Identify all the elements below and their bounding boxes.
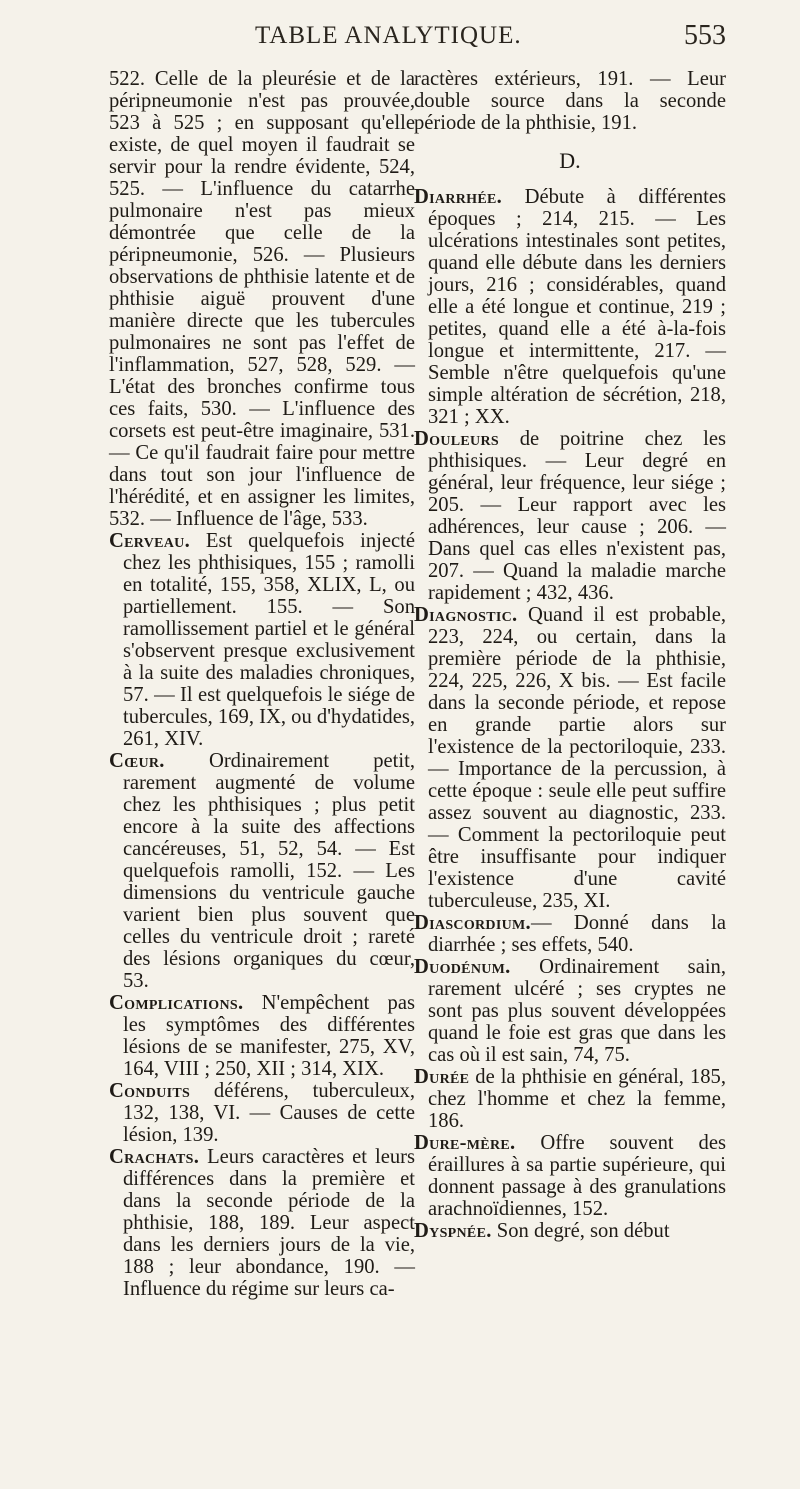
entry-douleurs (414, 428, 726, 604)
entry-text: Ordinairement petit, rarement augmenté de volume chez les phthisiques ; plus petit encore à la suite des affections cancéreuses, 51, 52, 54. — Est quelquefois ramolli, 152. — Les dimensions du ventricule gauche varient bien plus souvent que celles du ventricule droit ; rareté des lésions organiques du cœur, 53. (123, 750, 415, 992)
entry-duodenum (414, 956, 726, 1066)
entry-text: Leurs caractères et leurs différences dans la première et dans la seconde période de la phthisie, 188, 189. Leur aspect dans les derniers jours de la vie, 188 ; leur abondance, 190. — Influence du régime sur leurs ca- (123, 1146, 415, 1300)
entry-text: de poitrine chez les phthisiques. — Leur degré en général, leur fréquence, leur siége ; 205. — Leur rapport avec les adhérences, leur cause ; 206. — Dans quel cas elles n'existent pas, 207. — Quand la maladie marche rapidement ; 432, 436. (428, 428, 726, 604)
entry-term: Duodénum. (414, 956, 511, 978)
entry-term: Diarrhée. (414, 186, 503, 208)
entry-term: Cerveau. (109, 530, 191, 552)
entry-term: Cœur. (109, 750, 165, 772)
entry-text: Est quelquefois injecté chez les phthisiques, 155 ; ramolli en totalité, 155, 358, XLIX, L, ou partiellement. 155. — Son ramollissement partiel et le général s'observent presque exclusivement à la suite des maladies chroniques, 57. — Il est quelquefois le siége de tubercules, 169, IX, ou d'hydatides, 261, XIV. (123, 530, 415, 750)
entry-term: Durée (414, 1066, 470, 1088)
right-column (414, 68, 726, 1242)
entry-text: N'empêchent pas les symptômes des différentes lésions de se manifester, 275, XV, 164, VIII ; 250, XII ; 314, XIX. (123, 992, 415, 1080)
entry-term: Conduits (109, 1080, 191, 1102)
entry-term: Douleurs (414, 428, 499, 450)
entry-text: déférens, tuberculeux, 132, 138, VI. — Causes de cette lésion, 139. (123, 1080, 415, 1146)
page-header (0, 18, 800, 68)
entry-crachats (109, 1146, 415, 1300)
section-letter: D. (559, 148, 581, 173)
entry-text: Débute à différentes époques ; 214, 215. — Les ulcérations intestinales sont petites, quand elle débute dans les derniers jours, 216 ; considérables, quand elle a été longue et continue, 219 ; petites, quand elle a été à-la-fois longue et intermittente, 217. — Semble n'être quelquefois qu'une simple altération de sécrétion, 218, 321 ; XX. (428, 186, 726, 428)
entry-complications (109, 992, 415, 1080)
entry-term: Dure-mère. (414, 1132, 516, 1154)
left-column (109, 68, 415, 1300)
entry-conduits (109, 1080, 415, 1146)
entry-diarrhee (414, 186, 726, 428)
entry-diascordium (414, 912, 726, 956)
continuation-paragraph: ractères extérieurs, 191. — Leur double source dans la seconde période de la phthisie, 191. (414, 68, 726, 134)
entry-dyspnee (414, 1220, 726, 1242)
entry-term: Diascordium. (414, 912, 531, 934)
entry-duree (414, 1066, 726, 1132)
entry-diagnostic (414, 604, 726, 912)
entry-term: Diagnostic. (414, 604, 518, 626)
entry-term: Dyspnée. (414, 1220, 492, 1242)
continuation-paragraph: 522. Celle de la pleurésie et de la péripneumonie n'est pas prouvée, 523 à 525 ; en supposant qu'elle existe, de quel moyen il faudrait se servir pour la rendre évidente, 524, 525. — L'influence du catarrhe pulmonaire n'est pas mieux démontrée que celle de la péripneumonie, 526. — Plusieurs observations de phthisie latente et de phthisie aiguë prouvent d'une manière directe que les tubercules pulmonaires ne sont pas l'effet de l'inflammation, 527, 528, 529. — L'état des bronches confirme tous ces faits, 530. — L'influence des corsets est peut-être imaginaire, 531. — Ce qu'il faudrait faire pour mettre dans tout son jour l'influence de l'hérédité, et en assigner les limites, 532. — Influence de l'âge, 533. (109, 68, 415, 530)
entry-text: de la phthisie en général, 185, chez l'homme et chez la femme, 186. (428, 1066, 726, 1132)
page-number: 553 (684, 20, 726, 51)
entry-text: Offre souvent des éraillures à sa partie supérieure, qui donnent passage à des granulations arachnoïdiennes, 152. (428, 1132, 726, 1220)
entry-term: Crachats. (109, 1146, 200, 1168)
entry-coeur (109, 750, 415, 992)
entry-text: Ordinairement sain, rarement ulcéré ; ses cryptes ne sont pas plus souvent développées quand le foie est gras que dans les cas où il est sain, 74, 75. (428, 956, 726, 1066)
entry-term: Complications. (109, 992, 244, 1014)
entry-text: — Donné dans la diarrhée ; ses effets, 540. (428, 912, 726, 956)
entry-text: Son degré, son début (491, 1220, 670, 1242)
entry-text: Quand il est probable, 223, 224, ou certain, dans la première période de la phthisie, 224, 225, 226, X bis. — Est facile dans la seconde période, et repose en grande partie alors sur l'existence de la pectoriloquie, 233. — Importance de la percussion, à cette époque : seule elle peut suffire assez souvent au diagnostic, 233. — Comment la pectoriloquie peut être insuffisante pour indiquer l'existence d'une cavité tuberculeuse, 235, XI. (428, 604, 726, 912)
entry-dure-mere (414, 1132, 726, 1220)
entry-cerveau (109, 530, 415, 750)
running-title: TABLE ANALYTIQUE. (255, 22, 522, 49)
